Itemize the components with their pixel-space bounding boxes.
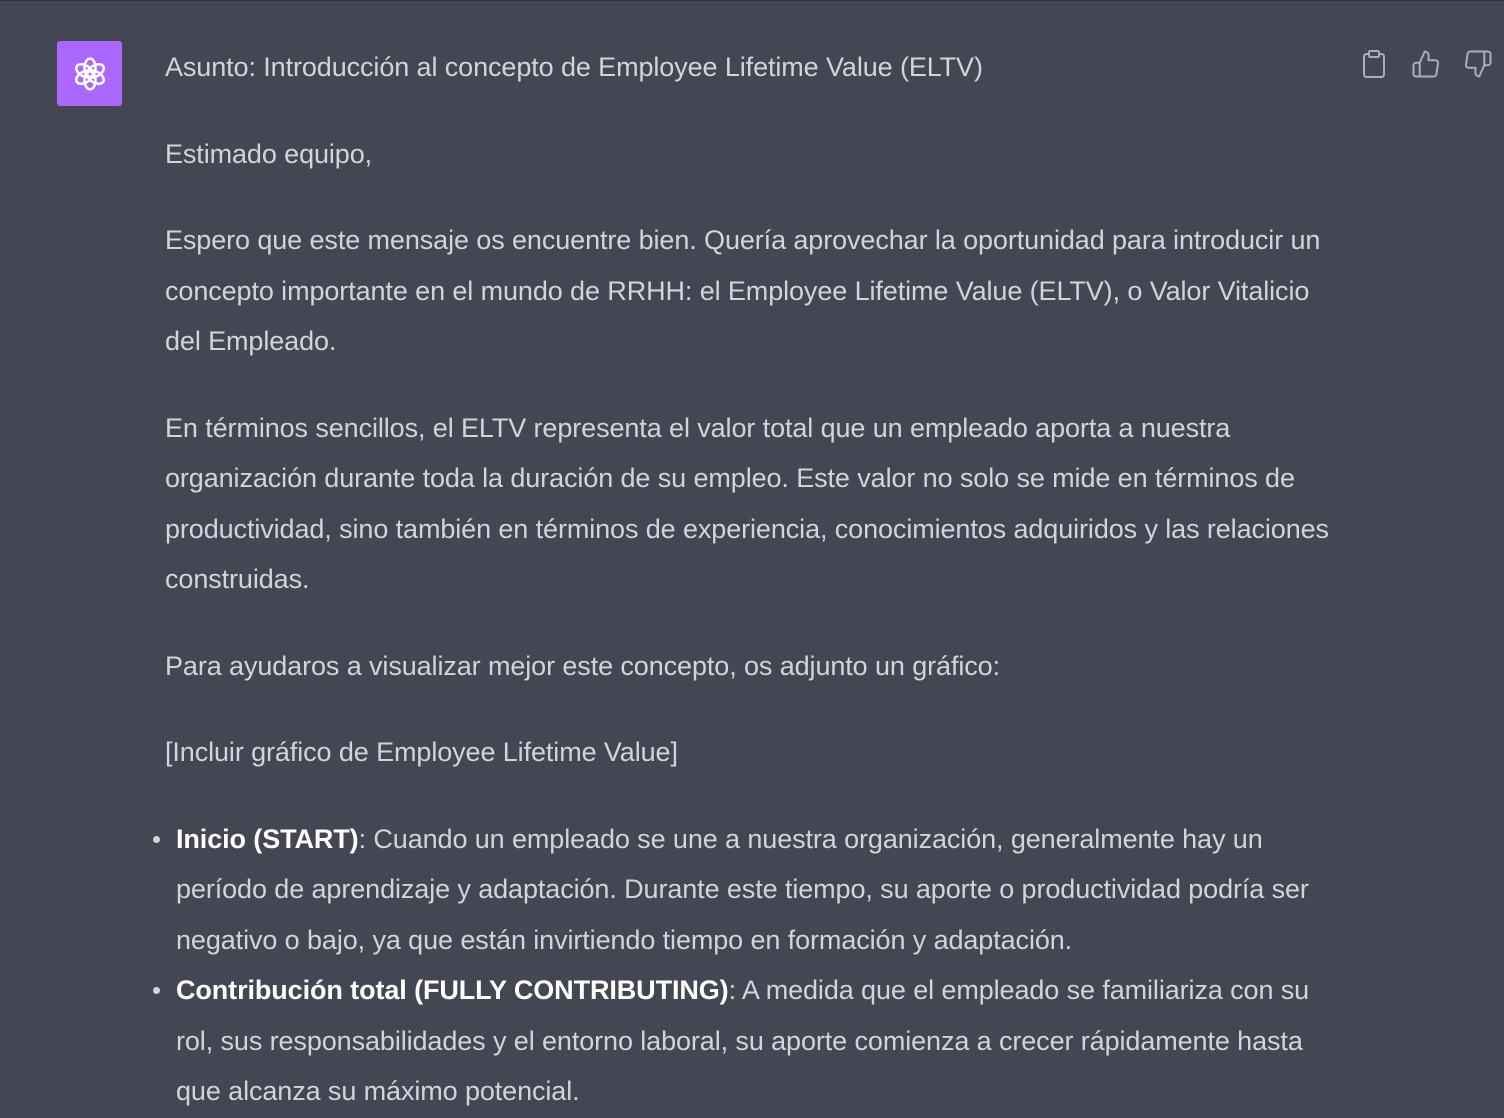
message-content [165, 42, 1350, 1117]
clipboard-icon [1361, 49, 1387, 79]
top-divider [0, 0, 1504, 1]
message-actions [1358, 48, 1494, 80]
message-greeting: Estimado equipo, [165, 138, 373, 169]
list-item-title: Contribución total (FULLY CONTRIBUTING) [176, 975, 729, 1005]
stage-list [165, 814, 1350, 1117]
chart-placeholder: [Incluir gráfico de Employee Lifetime Value] [165, 737, 678, 767]
openai-logo-icon [70, 54, 110, 94]
assistant-avatar [57, 41, 122, 106]
list-item [165, 965, 1350, 1117]
list-item-text: : Cuando un empleado se une a nuestra organización, generalmente hay un período de aprendizaje y adaptación. Durante este tiempo, su aporte o productividad podría ser negativo o bajo, ya que están invirtiendo tiempo en formación y adaptación. [176, 823, 1309, 955]
list-item-text: : A medida que el empleado se familiariza con su rol, sus responsabilidades y el entorno laboral, su aporte comienza a crecer rápidamente hasta que alcanza su máximo potencial. [176, 975, 1310, 1106]
thumbs-up-icon [1411, 49, 1441, 79]
message-subject: Asunto: Introducción al concepto de Employee Lifetime Value (ELTV) [165, 52, 983, 82]
like-button[interactable] [1410, 48, 1442, 80]
list-item-title: Inicio (START) [176, 823, 359, 854]
message-paragraph-chart-intro: Para ayudaros a visualizar mejor este concepto, os adjunto un gráfico: [165, 650, 1000, 681]
thumbs-down-icon [1463, 49, 1493, 79]
dislike-button[interactable] [1462, 48, 1494, 80]
message-paragraph-intro: Espero que este mensaje os encuentre bien. Quería aprovechar la oportunidad para introducir un concepto importante en el mundo de RRHH: el Employee Lifetime Value (ELTV), o Valor Vitalicio del Empleado. [165, 225, 1321, 356]
copy-button[interactable] [1358, 48, 1390, 80]
message-paragraph-definition: En términos sencillos, el ELTV representa el valor total que un empleado aporta a nuestra organización durante toda la duración de su empleo. Este valor no solo se mide en términos de productividad, sino también en términos de experiencia, conocimientos adquiridos y las relaciones construidas. [165, 412, 1329, 594]
list-item [165, 814, 1350, 966]
